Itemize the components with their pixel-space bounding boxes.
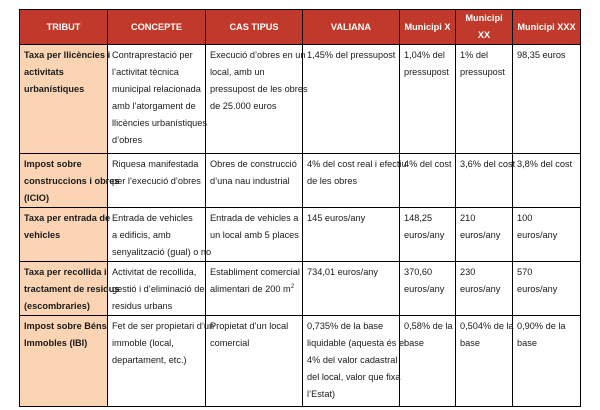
- cell-concepte: Riquesa manifestada per l’execució d’obres: [108, 154, 206, 208]
- header-tribut: TRIBUT: [20, 10, 108, 45]
- table-row: [20, 45, 581, 154]
- header-concepte: CONCEPTE: [108, 10, 206, 45]
- cell-cas-tipus: Execució d’obres en un local, amb un pressupost de les obres de 25.000 euros: [206, 45, 303, 154]
- table-row: [20, 316, 581, 407]
- cell-municipi-xx: 3,6% del cost: [456, 154, 513, 208]
- area-superscript: 2: [290, 283, 295, 290]
- cell-municipi-x: 370,60 euros/any: [400, 262, 456, 316]
- cell-municipi-x: 148,25 euros/any: [400, 208, 456, 262]
- cell-valiana: 4% del cost real i efectiu de les obres: [303, 154, 400, 208]
- header-municipi-xxx: Municipi XXX: [513, 10, 581, 45]
- cell-concepte: Fet de ser propietari d’un immoble (local, departament, etc.): [108, 316, 206, 407]
- cell-cas-tipus: Obres de construcció d’una nau industrial: [206, 154, 303, 208]
- cell-municipi-x: 1,04% del pressupost: [400, 45, 456, 154]
- cell-tribut: Taxa per recollida i tractament de residus (escombraries): [20, 262, 108, 316]
- cell-municipi-x: 4% del cost: [400, 154, 456, 208]
- header-valiana: VALIANA: [303, 10, 400, 45]
- table-row: [20, 208, 581, 262]
- cell-cas-tipus: Establiment comercial alimentari de 200 $m^2$: [206, 262, 303, 316]
- cell-municipi-xx: 0,504% de la base: [456, 316, 513, 407]
- table-row: [20, 154, 581, 208]
- header-municipi-xx: Municipi XX: [456, 10, 513, 45]
- header-municipi-x: Municipi X: [400, 10, 456, 45]
- cell-concepte: Entrada de vehicles a edificis, amb senyalització (gual) o no: [108, 208, 206, 262]
- cell-municipi-xxx: 570 euros/any: [513, 262, 581, 316]
- cell-municipi-xxx: 0,90% de la base: [513, 316, 581, 407]
- cell-municipi-xx: 210 euros/any: [456, 208, 513, 262]
- cell-cas-tipus: Propietat d’un local comercial: [206, 316, 303, 407]
- cell-municipi-xxx: 3,8% del cost: [513, 154, 581, 208]
- cell-valiana: 145 euros/any: [303, 208, 400, 262]
- cell-valiana: 0,735% de la base liquidable (aquesta és el 4% del valor cadastral del local, valor que fixa l’Estat): [303, 316, 400, 407]
- cell-tribut: Impost sobre construccions i obres (ICIO): [20, 154, 108, 208]
- cell-tribut: Impost sobre Béns Immobles (IBI): [20, 316, 108, 407]
- cell-cas-tipus: Entrada de vehicles a un local amb 5 places: [206, 208, 303, 262]
- cell-municipi-x: 0,58% de la base: [400, 316, 456, 407]
- cell-concepte: Activitat de recollida, gestió i d’eliminació de residus urbans: [108, 262, 206, 316]
- tax-comparison-table: [19, 9, 581, 407]
- header-row: [20, 10, 581, 45]
- cell-municipi-xxx: 98,35 euros: [513, 45, 581, 154]
- cell-municipi-xxx: 100 euros/any: [513, 208, 581, 262]
- table-row: [20, 262, 581, 316]
- cell-valiana: 1,45% del pressupost: [303, 45, 400, 154]
- cell-concepte: Contraprestació per l’activitat tècnica municipal relacionada amb l’atorgament de llicències urbanístiques d’obres: [108, 45, 206, 154]
- cell-municipi-xx: 230 euros/any: [456, 262, 513, 316]
- cell-municipi-xx: 1% del pressupost: [456, 45, 513, 154]
- header-cas-tipus: CAS TIPUS: [206, 10, 303, 45]
- cell-tribut: Taxa per entrada de vehicles: [20, 208, 108, 262]
- cell-tribut: Taxa per llicències i activitats urbanístiques: [20, 45, 108, 154]
- cell-valiana: 734,01 euros/any: [303, 262, 400, 316]
